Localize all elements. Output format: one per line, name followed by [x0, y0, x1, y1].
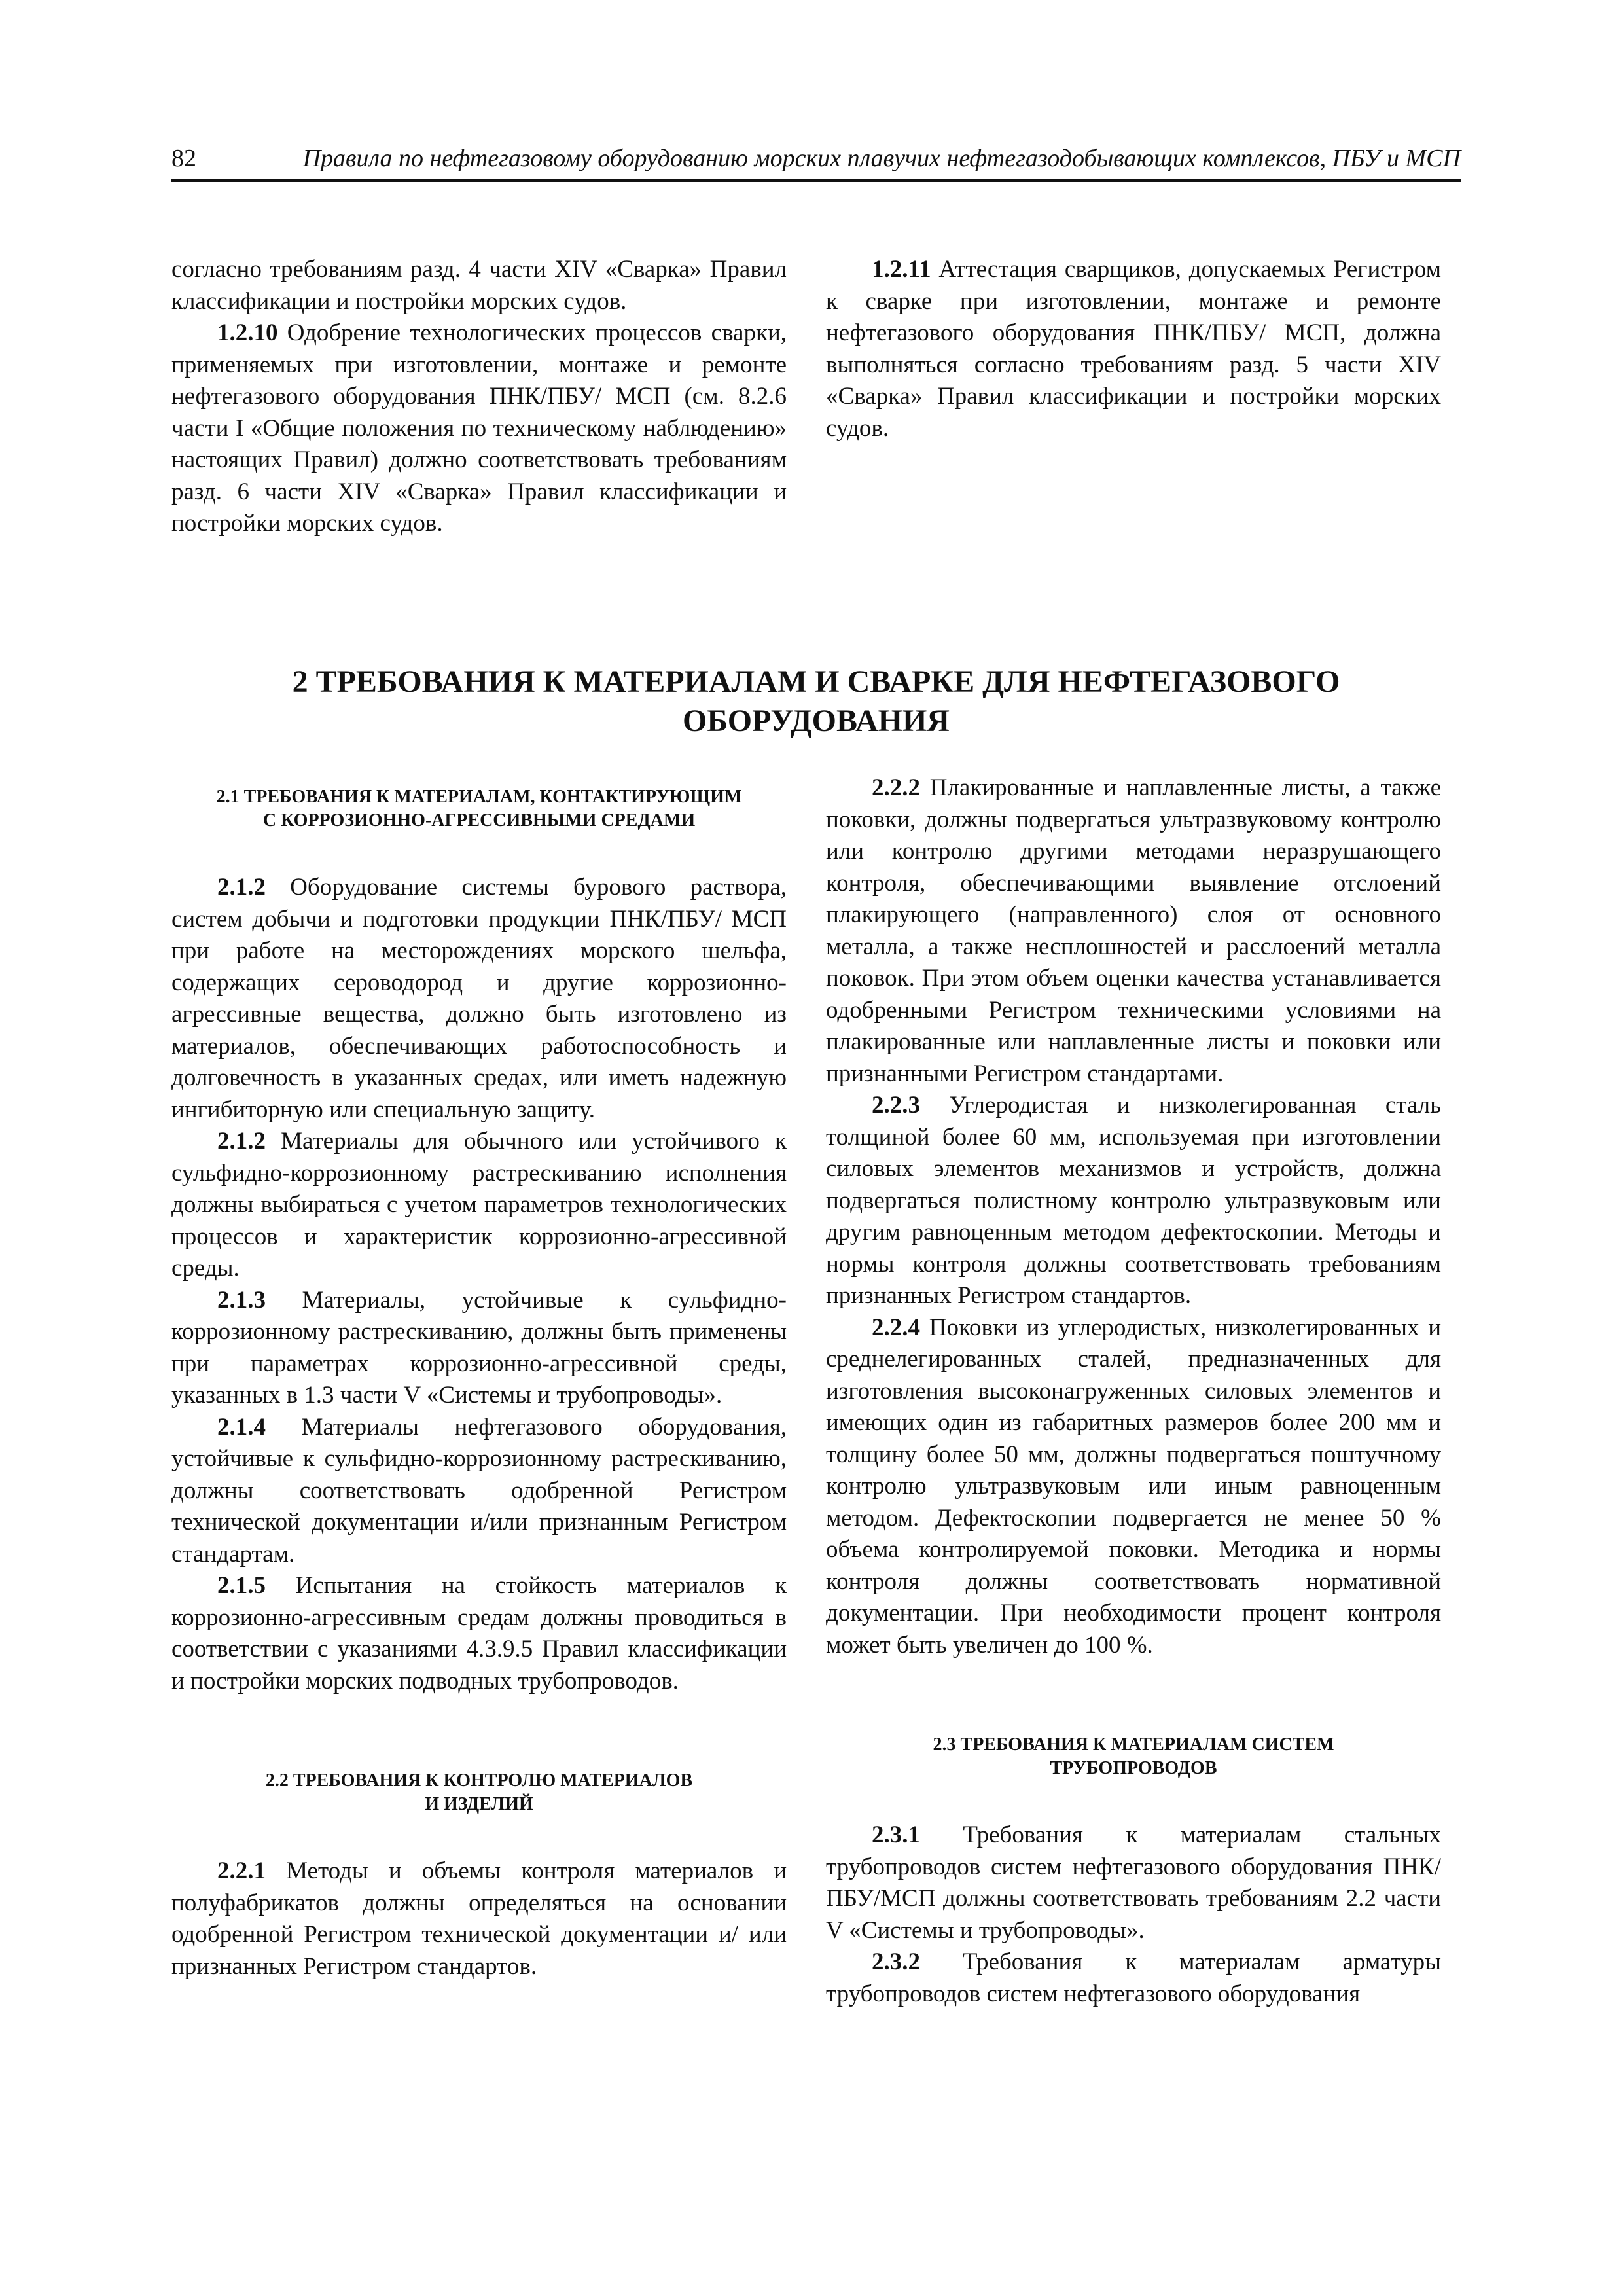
section-title-line: 2.3 ТРЕБОВАНИЯ К МАТЕРИАЛАМ СИСТЕМ	[933, 1734, 1334, 1755]
paragraph-2-1-2b	[171, 1126, 787, 1285]
section-2-2-title	[171, 1769, 787, 1816]
section-title-line: 2.2 ТРЕБОВАНИЯ К КОНТРОЛЮ МАТЕРИАЛОВ	[265, 1770, 693, 1791]
section-2-1-title	[171, 785, 787, 833]
paragraph-2-1-4	[171, 1412, 787, 1571]
clause-number: 2.2.4	[872, 1314, 920, 1341]
clause-text: Материалы, устойчивые к сульфидно-коррозионному растрескиванию, должны быть применены при параметрах коррозионно-агрессивной среды, указанных в 1.3 части V «Системы и трубопроводы».	[171, 1286, 787, 1408]
chapter-title-line-2: ОБОРУДОВАНИЯ	[683, 704, 950, 738]
clause-text: Одобрение технологических процессов сварки, применяемых при изготовлении, монтаже и ремонте нефтегазового оборудования ПНК/ПБУ/ МСП (см. 8.2.6 части I «Общие положения по техническому наблюдению» настоящих Правил) должно соответствовать требованиям разд. 6 части XIV «Сварка» Правил классификации и постройки морских судов.	[171, 319, 787, 537]
clause-number: 2.3.2	[872, 1948, 920, 1975]
paragraph-2-1-5	[171, 1570, 787, 1697]
paragraph-2-3-1	[826, 1820, 1441, 1946]
clause-number: 2.2.1	[217, 1857, 266, 1884]
chapter-title	[171, 662, 1461, 741]
clause-number: 2.2.3	[872, 1092, 920, 1119]
clause-text: Материалы для обычного или устойчивого к сульфидно-коррозионному растрескиванию исполнения должны выбираться с учетом параметров технологических процессов и характеристик коррозионно-агрессивной среды.	[171, 1128, 787, 1282]
clause-text: Углеродистая и низколегированная сталь толщиной более 60 мм, используемая при изготовлении силовых элементов механизмов и устройств, должна подвергаться полистному контролю ультразвуковым или другим равноценным методом дефектоскопии. Методы и нормы контроля должны соответствовать требованиям признанных Регистром стандартов.	[826, 1092, 1441, 1309]
clause-number: 2.1.2	[217, 1128, 266, 1155]
top-right-column	[826, 254, 1441, 444]
clause-number: 1.2.10	[217, 319, 278, 346]
paragraph-1-2-11	[826, 254, 1441, 444]
continuation-paragraph: согласно требованиям разд. 4 части XIV «Сварка» Правил классификации и постройки морских судов.	[171, 256, 787, 315]
clause-number: 2.2.2	[872, 774, 920, 801]
chapter-title-line-1: 2 ТРЕБОВАНИЯ К МАТЕРИАЛАМ И СВАРКЕ ДЛЯ НЕФТЕГАЗОВОГО	[292, 664, 1340, 699]
lower-right-column	[826, 772, 1441, 2010]
clause-number: 2.1.2	[217, 874, 266, 901]
section-title-line: С КОРРОЗИОННО-АГРЕССИВНЫМИ СРЕДАМИ	[262, 810, 696, 831]
running-title: Правила по нефтегазовому оборудованию морских плавучих нефтегазодобывающих комплексов, ПБУ и МСП	[302, 145, 1461, 172]
paragraph-2-1-3	[171, 1285, 787, 1412]
section-title-line: И ИЗДЕЛИЙ	[425, 1794, 533, 1814]
running-header	[171, 143, 1461, 182]
clause-text: Плакированные и наплавленные листы, а также поковки, должны подвергаться ультразвуковому контролю или контролю другими методами неразрушающего контроля, обеспечивающими выявление отслоений плакирующего (направленного) слоя от основного металла, а также несплошностей и расслоений металла поковок. При этом объем оценки качества устанавливается одобренными Регистром техническими условиями на плакированные или наплавленные листы и поковки или признанными Регистром стандартами.	[826, 774, 1441, 1087]
lower-left-column	[171, 785, 787, 1982]
paragraph-2-2-2	[826, 772, 1441, 1090]
clause-text: Требования к материалам арматуры трубопроводов систем нефтегазового оборудования	[826, 1948, 1441, 2007]
section-title-line: 2.1 ТРЕБОВАНИЯ К МАТЕРИАЛАМ, КОНТАКТИРУЮЩИМ	[216, 787, 742, 807]
top-left-column	[171, 254, 787, 540]
clause-text: Материалы нефтегазового оборудования, устойчивые к сульфидно-коррозионному растрескиванию, должны соответствовать одобренной Регистром технической документации и/или признанным Регистром стандартам.	[171, 1413, 787, 1568]
paragraph-2-1-2a	[171, 872, 787, 1126]
clause-number: 2.1.4	[217, 1413, 266, 1441]
paragraph-2-2-3	[826, 1090, 1441, 1312]
clause-number: 2.1.3	[217, 1286, 266, 1314]
section-2-3-title	[826, 1733, 1441, 1780]
section-title-line: ТРУБОПРОВОДОВ	[1050, 1758, 1217, 1778]
clause-text: Испытания на стойкость материалов к коррозионно-агрессивным средам должны проводиться в соответствии с указаниями 4.3.9.5 Правил классификации и постройки морских подводных трубопроводов.	[171, 1572, 787, 1695]
clause-text: Требования к материалам стальных трубопроводов систем нефтегазового оборудования ПНК/ПБУ/МСП должны соответствовать требованиям 2.2 части V «Системы и трубопроводы».	[826, 1821, 1441, 1944]
clause-number: 1.2.11	[872, 256, 931, 283]
paragraph-2-3-2	[826, 1946, 1441, 2010]
clause-text: Оборудование системы бурового раствора, систем добычи и подготовки продукции ПНК/ПБУ/ МСП при работе на месторождениях морского шельфа, содержащих сероводород и другие коррозионно-агрессивные вещества, должно быть изготовлено из материалов, обеспечивающих работоспособность и долговечность в указанных средах, или иметь надежную ингибиторную или специальную защиту.	[171, 874, 787, 1123]
clause-number: 2.3.1	[872, 1821, 920, 1848]
clause-text: Поковки из углеродистых, низколегированных и среднелегированных сталей, предназначенных для изготовления высоконагруженных силовых элементов и имеющих один из габаритных размеров более 200 мм и толщину более 50 мм, должны подвергаться поштучному контролю ультразвуковым или иным равноценным методом. Дефектоскопии подвергается не менее 50 % объема контролируемой поковки. Методика и нормы контроля должны соответствовать нормативной документации. При необходимости процент контроля может быть увеличен до 100 %.	[826, 1314, 1441, 1659]
clause-text: Методы и объемы контроля материалов и полуфабрикатов должны определяться на основании одобренной Регистром технической документации и/ или признанных Регистром стандартов.	[171, 1857, 787, 1980]
clause-text: Аттестация сварщиков, допускаемых Регистром к сварке при изготовлении, монтаже и ремонте нефтегазового оборудования ПНК/ПБУ/ МСП, должна выполняться согласно требованиям разд. 5 части XIV «Сварка» Правил классификации и постройки морских судов.	[826, 256, 1441, 442]
clause-number: 2.1.5	[217, 1572, 266, 1599]
paragraph-1-2-10	[171, 317, 787, 540]
paragraph-2-2-4	[826, 1312, 1441, 1662]
page-number: 82	[171, 145, 196, 172]
paragraph-2-2-1	[171, 1856, 787, 1982]
